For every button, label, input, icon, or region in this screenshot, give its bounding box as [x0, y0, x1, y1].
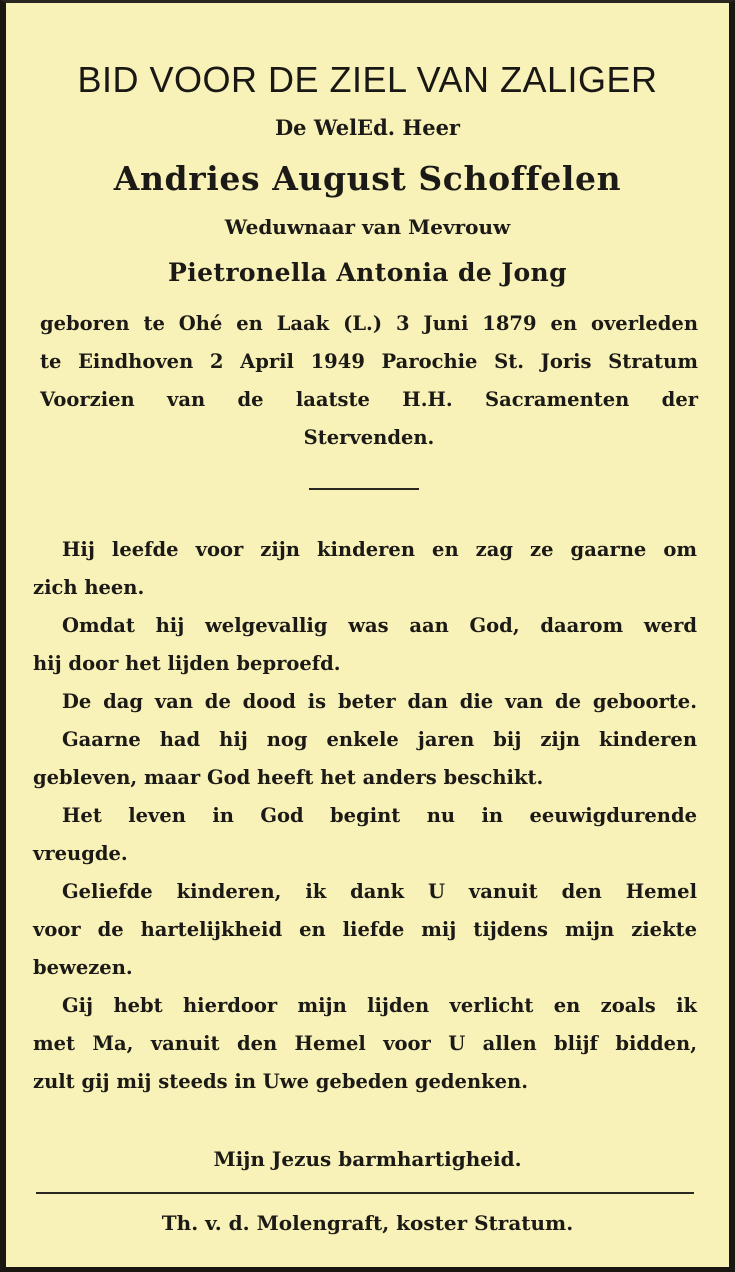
- spouse-name: Pietronella Antonia de Jong: [168, 258, 567, 287]
- printer-credit: Th. v. d. Molengraft, koster Stratum.: [161, 1211, 574, 1235]
- divider: [309, 488, 419, 490]
- verse: [33, 683, 697, 721]
- verse-line: Omdat hij welgevallig was aan God, daarom werd: [62, 614, 697, 637]
- card-heading: BID VOOR DE ZIEL VAN ZALIGER: [77, 59, 658, 100]
- honorific: De WelEd. Heer: [274, 115, 461, 140]
- verse-line: Gij hebt hierdoor mijn lijden verlicht en zoals ik: [62, 994, 697, 1017]
- verse-line: vreugde.: [33, 842, 128, 865]
- verse: [33, 797, 697, 873]
- verse-line: Hij leefde voor zijn kinderen en zag ze gaarne om: [62, 538, 697, 561]
- bio-line: te Eindhoven 2 April 1949 Parochie St. Joris Stratum: [40, 350, 698, 373]
- bio-line: geboren te Ohé en Laak (L.) 3 Juni 1879 en overleden: [40, 312, 698, 335]
- biography: [40, 305, 698, 457]
- verse: [33, 531, 697, 607]
- verse-line: Geliefde kinderen, ik dank U vanuit den Hemel: [62, 880, 697, 903]
- verse-line: Het leven in God begint nu in eeuwigdurende: [62, 804, 697, 827]
- bio-line: Stervenden.: [303, 426, 435, 449]
- verse: [33, 607, 697, 683]
- verse-line: Gaarne had hij nog enkele jaren bij zijn kinderen: [62, 728, 697, 751]
- verse-line: bewezen.: [33, 956, 133, 979]
- deceased-name: Andries August Schoffelen: [113, 159, 622, 198]
- footer-divider: [36, 1192, 694, 1194]
- widower-line: Weduwnaar van Mevrouw: [224, 215, 511, 239]
- verse: [33, 987, 697, 1101]
- bio-line: Voorzien van de laatste H.H. Sacramenten der: [40, 388, 698, 411]
- verse-line: zich heen.: [33, 576, 145, 599]
- verse-line: voor de hartelijkheid en liefde mij tijdens mijn ziekte: [33, 918, 697, 941]
- verse: [33, 721, 697, 797]
- closing-prayer: Mijn Jezus barmhartigheid.: [213, 1147, 522, 1171]
- verse-line: De dag van de dood is beter dan die van de geboorte.: [62, 690, 697, 713]
- verse-line: zult gij mij steeds in Uwe gebeden gedenken.: [33, 1070, 529, 1093]
- verse-line: gebleven, maar God heeft het anders beschikt.: [33, 766, 544, 789]
- verse-line: hij door het lijden beproefd.: [33, 652, 341, 675]
- verse: [33, 873, 697, 987]
- verse-line: met Ma, vanuit den Hemel voor U allen blijf bidden,: [33, 1032, 697, 1055]
- verses: [33, 531, 697, 1101]
